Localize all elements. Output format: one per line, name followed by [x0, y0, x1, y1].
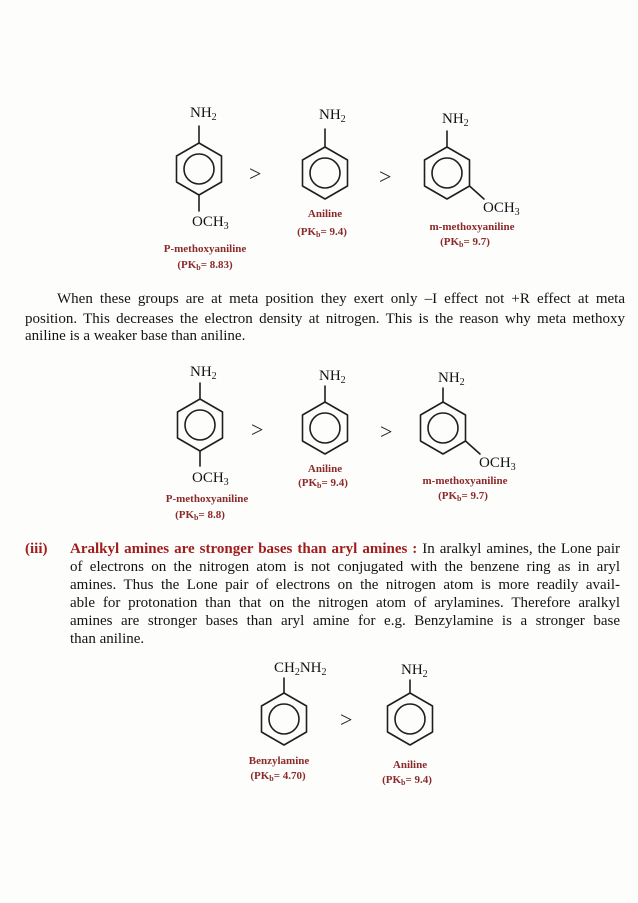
pkb-label [177, 259, 232, 272]
formula-subscript: 2 [321, 667, 327, 678]
greater-than-operator: > [379, 164, 392, 189]
pkb-value: = 9.7) [463, 236, 490, 248]
section-heading: Aralkyl amines are stronger bases than aryl amines : [70, 541, 418, 557]
pkb-prefix: (PK [382, 774, 402, 786]
compound-name: Aniline [392, 759, 428, 771]
formula-main: NH [401, 662, 423, 678]
greater-than-operator: > [340, 707, 353, 732]
section-iii-line: of electrons on the nitrogen atom is not conjugated with the benzene ring as in aryl [70, 559, 620, 575]
section-iii-line [70, 540, 620, 558]
formula-main: NH [299, 660, 322, 676]
pkb-prefix: (PK [298, 477, 318, 489]
benzene-ring [303, 147, 348, 199]
p-methoxyaniline-structure [177, 126, 222, 211]
greater-than-operator: > [251, 417, 264, 442]
benzene-ring [303, 402, 348, 454]
section-iii-line: amines. Thus the Lone pair of electrons on the nitrogen atom is more readily avail- [70, 577, 620, 593]
formula-main: OCH [483, 200, 515, 216]
section-iii-line: able for protonation than that on the nitrogen atom of arylamines. Therefore aralkyl [70, 595, 620, 611]
compound-name: Aniline [307, 208, 343, 220]
formula-subscript: 2 [340, 114, 346, 125]
section-number: (iii) [25, 541, 48, 557]
benzene-ring [177, 143, 222, 195]
compound-name: Benzylamine [248, 755, 310, 767]
aniline-structure [303, 129, 348, 199]
formula-main: NH [190, 364, 212, 380]
formula-main: NH [438, 370, 460, 386]
formula-main: OCH [192, 470, 224, 486]
pkb-value: = 9.4) [321, 477, 348, 489]
pkb-subscript: b [457, 494, 462, 503]
amino-group-label [401, 661, 428, 679]
formula-subscript: 2 [459, 377, 465, 388]
paragraph-line: position. This decreases the electron density at nitrogen. This is the reason why meta methoxy [25, 311, 625, 327]
benzene-ring [421, 402, 466, 454]
aromatic-circle [310, 413, 340, 443]
pkb-label [438, 490, 488, 503]
formula-subscript: 3 [223, 221, 229, 232]
c-o-bond [466, 441, 481, 454]
pkb-label [382, 774, 432, 787]
greater-than-operator: > [249, 161, 262, 186]
formula-subscript: 2 [422, 669, 428, 680]
pkb-prefix: (PK [250, 770, 270, 782]
formula-main: OCH [192, 214, 224, 230]
benzene-ring [425, 147, 470, 199]
pkb-value: = 9.4) [405, 774, 432, 786]
m-methoxyaniline-structure [425, 131, 485, 199]
formula-subscript: 2 [294, 667, 300, 678]
pkb-subscript: b [401, 778, 406, 787]
aromatic-circle [185, 410, 215, 440]
pkb-label [298, 477, 348, 490]
benzene-ring [262, 693, 307, 745]
compound-name: m-methoxyaniline [429, 221, 515, 233]
benzylamine-structure [262, 678, 307, 745]
formula-main: NH [319, 107, 341, 123]
compound-name: Aniline [307, 463, 343, 475]
benzyl-substituent-label [274, 659, 327, 677]
pkb-label [297, 226, 347, 239]
pkb-prefix: (PK [440, 236, 460, 248]
pkb-value: = 9.7) [461, 490, 488, 502]
formula-main: NH [442, 111, 464, 127]
m-methoxyaniline-structure [421, 388, 481, 454]
section-iii-line: than aniline. [70, 631, 145, 647]
formula-subscript: 2 [211, 112, 217, 123]
formula-subscript: 3 [510, 462, 516, 473]
benzene-ring [388, 693, 433, 745]
pkb-prefix: (PK [175, 509, 195, 521]
pkb-subscript: b [194, 513, 199, 522]
aromatic-circle [395, 704, 425, 734]
paragraph-line: When these groups are at meta position they exert only –I effect not +R effect at meta [57, 291, 625, 307]
pkb-label [250, 770, 305, 783]
pkb-prefix: (PK [177, 259, 197, 271]
section-iii-line: amines are stronger bases than aryl amine for e.g. Benzylamine is a stronger base [70, 613, 620, 629]
methoxy-group-label [192, 213, 229, 231]
methoxy-group-label [192, 469, 229, 487]
amino-group-label [319, 367, 346, 385]
p-methoxyaniline-structure [178, 383, 223, 466]
formula-subscript: 3 [514, 207, 520, 218]
pkb-value: = 4.70) [273, 770, 306, 782]
amino-group-label [319, 106, 346, 124]
pkb-subscript: b [317, 481, 322, 490]
compound-name: P-methoxyaniline [163, 243, 247, 255]
pkb-subscript: b [459, 240, 464, 249]
benzene-ring [178, 399, 223, 451]
aromatic-circle [310, 158, 340, 188]
c-o-bond [470, 186, 485, 199]
aromatic-circle [432, 158, 462, 188]
amino-group-label [438, 369, 465, 387]
compound-name: P-methoxyaniline [165, 493, 249, 505]
formula-main: OCH [479, 455, 511, 471]
methoxy-group-label [479, 454, 516, 472]
formula-subscript: 2 [463, 118, 469, 129]
formula-subscript: 2 [211, 371, 217, 382]
pkb-subscript: b [316, 230, 321, 239]
pkb-label [440, 236, 490, 249]
greater-than-operator: > [380, 419, 393, 444]
pkb-prefix: (PK [297, 226, 317, 238]
paragraph-line: aniline is a weaker base than aniline. [25, 328, 246, 344]
aromatic-circle [184, 154, 214, 184]
pkb-subscript: b [269, 774, 274, 783]
amino-group-label [442, 110, 469, 128]
amino-group-label [190, 363, 217, 381]
pkb-value: = 8.83) [200, 259, 233, 271]
section-line-text: In aralkyl amines, the Lone pair [422, 541, 620, 557]
compound-name: m-methoxyaniline [422, 475, 508, 487]
aniline-structure [388, 680, 433, 745]
formula-main: NH [190, 105, 212, 121]
methoxy-group-label [483, 199, 520, 217]
pkb-subscript: b [196, 263, 201, 272]
aromatic-circle [428, 413, 458, 443]
aromatic-circle [269, 704, 299, 734]
formula-main: NH [319, 368, 341, 384]
formula-main: CH [274, 660, 295, 676]
formula-subscript: 3 [223, 477, 229, 488]
pkb-prefix: (PK [438, 490, 458, 502]
pkb-label [175, 509, 225, 522]
aniline-structure [303, 386, 348, 454]
pkb-value: = 8.8) [198, 509, 225, 521]
pkb-value: = 9.4) [320, 226, 347, 238]
amino-group-label [190, 104, 217, 122]
formula-subscript: 2 [340, 375, 346, 386]
